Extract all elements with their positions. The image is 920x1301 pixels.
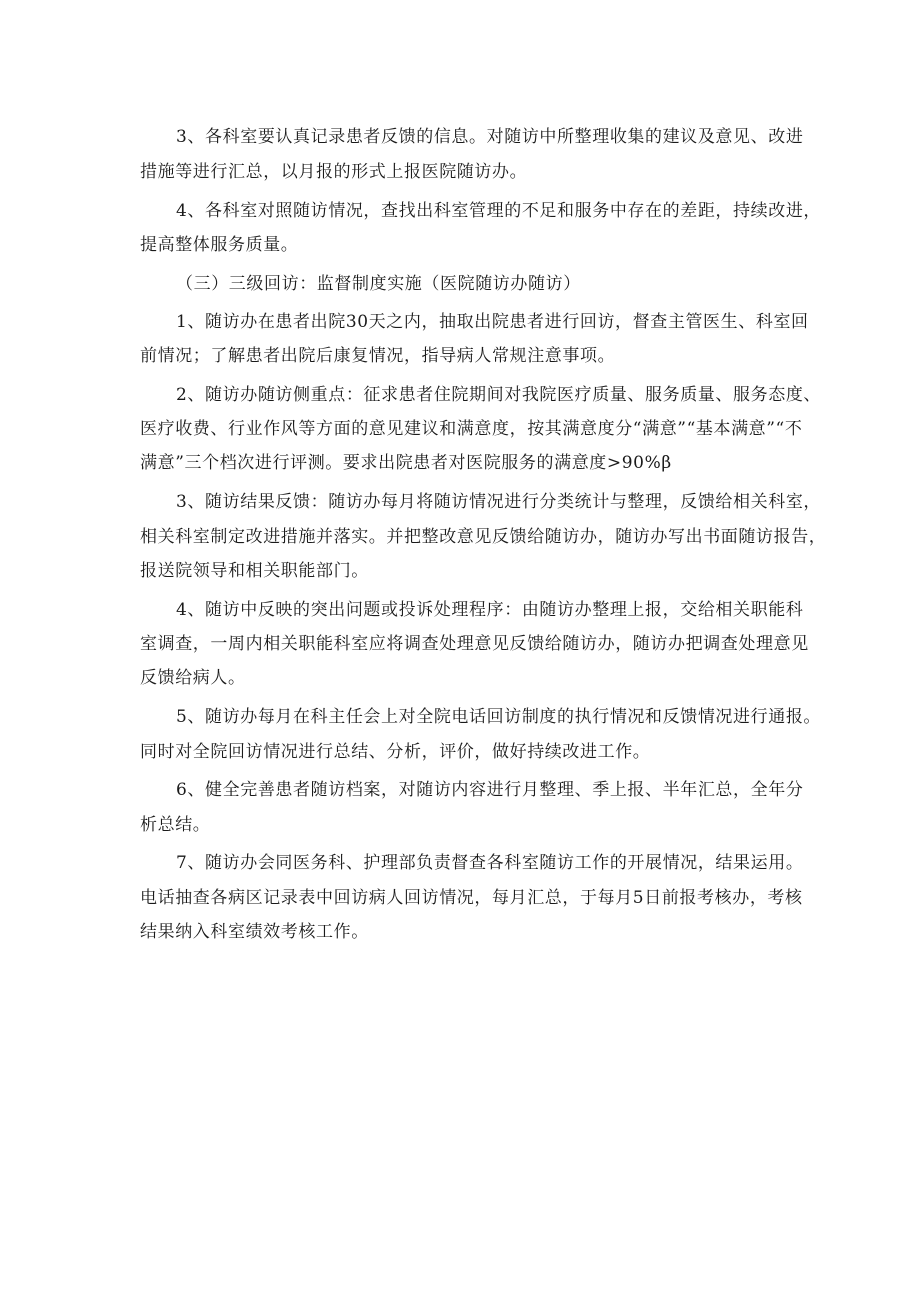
paragraph-line: 结果纳入科室绩效考核工作。 bbox=[140, 922, 369, 942]
paragraph-line: 同时对全院回访情况进行总结、分析，评价，做好持续改进工作。 bbox=[140, 742, 651, 762]
paragraph-line: 满意”三个档次进行评测。要求出院患者对医院服务的满意度>90%β bbox=[140, 453, 672, 473]
paragraph-line: 4、随访中反映的突出问题或投诉处理程序：由随访办整理上报，交给相关职能科 bbox=[176, 600, 804, 620]
paragraph-line: 电话抽查各病区记录表中回访病人回访情况，每月汇总，于每月5日前报考核办，考核 bbox=[140, 888, 803, 908]
paragraph-line: 5、随访办每月在科主任会上对全院电话回访制度的执行情况和反馈情况进行通报。 bbox=[176, 707, 822, 727]
paragraph-line: 6、健全完善患者随访档案，对随访内容进行月整理、季上报、半年汇总，全年分 bbox=[176, 780, 804, 800]
paragraph-line: 3、随访结果反馈：随访办每月将随访情况进行分类统计与整理，反馈给相关科室， bbox=[176, 492, 822, 512]
paragraph-line: 室调查，一周内相关职能科室应将调查处理意见反馈给随访办，随访办把调查处理意见 bbox=[140, 634, 809, 654]
paragraph-line: 前情况；了解患者出院后康复情况，指导病人常规注意事项。 bbox=[140, 346, 616, 366]
paragraph-line: 相关科室制定改进措施并落实。并把整改意见反馈给随访办，随访办写出书面随访报告， bbox=[140, 527, 827, 547]
paragraph-line: 措施等进行汇总，以月报的形式上报医院随访办。 bbox=[140, 162, 528, 182]
paragraph-line: 报送院领导和相关职能部门。 bbox=[140, 561, 369, 581]
paragraph-line: 提高整体服务质量。 bbox=[140, 235, 299, 255]
paragraph-line: 4、各科室对照随访情况，查找出科室管理的不足和服务中存在的差距，持续改进， bbox=[176, 201, 822, 221]
paragraph-line: 3、各科室要认真记录患者反馈的信息。对随访中所整理收集的建议及意见、改进 bbox=[176, 127, 804, 147]
paragraph-line: 析总结。 bbox=[140, 815, 211, 835]
paragraph-line: 2、随访办随访侧重点：征求患者住院期间对我院医疗质量、服务质量、服务态度、 bbox=[176, 385, 822, 405]
paragraph-line: 1、随访办在患者出院30天之内，抽取出院患者进行回访，督查主管医生、科室回 bbox=[176, 312, 809, 332]
paragraph-line: 医疗收费、行业作风等方面的意见建议和满意度，按其满意度分“满意”“基本满意”“不 bbox=[140, 419, 803, 439]
paragraph-line: 7、随访办会同医务科、护理部负责督查各科室随访工作的开展情况，结果运用。 bbox=[176, 853, 804, 873]
section-heading: （三）三级回访：监督制度实施（医院随访办随访） bbox=[176, 274, 581, 294]
paragraph-line: 反馈给病人。 bbox=[140, 668, 246, 688]
